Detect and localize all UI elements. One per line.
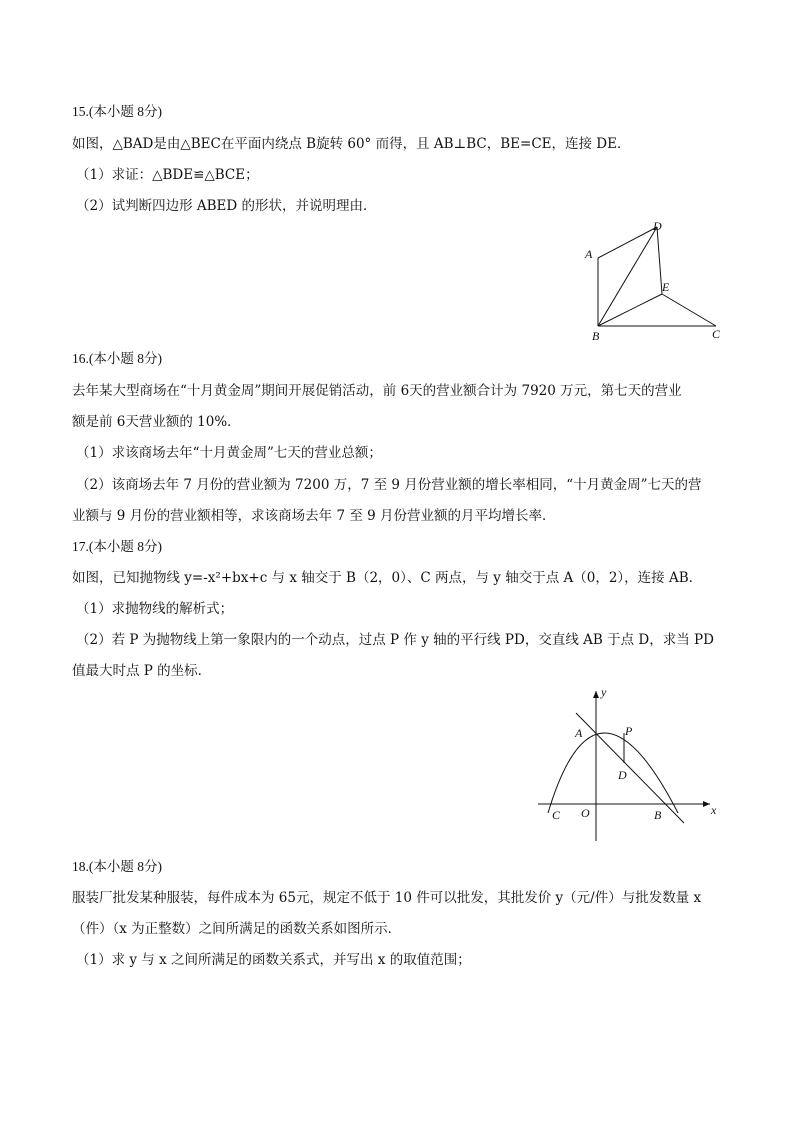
q16-stem-line1: 去年某大型商场在“十月黄金周”期间开展促销活动，前 6天的营业额合计为 7920 万元，第七天的营业: [72, 383, 682, 399]
q18-heading: 18.(本小题 8分): [72, 859, 162, 874]
q15-figure: [580, 218, 730, 346]
label-D: D: [653, 219, 662, 233]
q17-figure: [528, 683, 728, 845]
label-D: D: [618, 768, 627, 782]
label-E: E: [662, 280, 670, 294]
q16-part2-line1: （2）该商场去年 7 月份的营业额为 7200 万，7 至 9 月份营业额的增长率相同，“十月黄金周”七天的营: [76, 477, 702, 493]
q17-stem: 如图，已知抛物线 y=-x²+bx+c 与 x 轴交于 B（2，0）、C 两点，与 y 轴交于点 A（0，2），连接 AB．: [72, 570, 703, 586]
label-C: C: [712, 327, 721, 341]
label-O: O: [581, 806, 590, 820]
q15-stem: 如图，△BAD是由△BEC在平面内绕点 B旋转 60° 而得，且 AB⊥BC，BE=CE，连接 DE．: [72, 136, 631, 152]
q17-heading: 17.(本小题 8分): [72, 539, 162, 554]
label-A: A: [585, 247, 593, 261]
label-A: A: [575, 726, 583, 740]
q16-part1: （1）求该商场去年“十月黄金周”七天的营业总额；: [76, 445, 382, 461]
q15-heading: 15.(本小题 8分): [72, 104, 162, 119]
label-B: B: [654, 808, 662, 822]
q17-part2-line1: （2）若 P 为抛物线上第一象限内的一个动点，过点 P 作 y 轴的平行线 PD，交直线 AB 于点 D，求当 PD: [76, 632, 714, 648]
q15-part1: （1）求证：△BDE≌△BCE；: [76, 167, 259, 183]
label-x: x: [711, 803, 717, 817]
q16-stem-line2: 额是前 6天营业额的 10%．: [72, 414, 241, 430]
q18-part1: （1）求 y 与 x 之间所满足的函数关系式，并写出 x 的取值范围；: [76, 952, 471, 968]
q16-heading: 16.(本小题 8分): [72, 351, 162, 366]
q18-stem-line1: 服装厂批发某种服装，每件成本为 65元，规定不低于 10 件可以批发，其批发价 y（元/件）与批发数量 x: [72, 890, 702, 906]
q16-part2-line2: 业额与 9 月份的营业额相等，求该商场去年 7 至 9 月份营业额的月平均增长率．: [72, 508, 556, 524]
parabola: [548, 733, 678, 813]
label-B: B: [592, 329, 600, 343]
label-P: P: [625, 724, 633, 738]
q17-part1: （1）求抛物线的解析式；: [76, 601, 234, 617]
label-y: y: [601, 685, 607, 699]
q18-stem-line2: （件）（x 为正整数）之间所满足的函数关系如图所示．: [72, 921, 402, 937]
label-C: C: [552, 808, 561, 822]
segment-EC: [662, 294, 716, 326]
q15-part2: （2）试判断四边形 ABED 的形状，并说明理由．: [76, 198, 377, 214]
q17-part2-line2: 值最大时点 P 的坐标．: [72, 663, 212, 679]
